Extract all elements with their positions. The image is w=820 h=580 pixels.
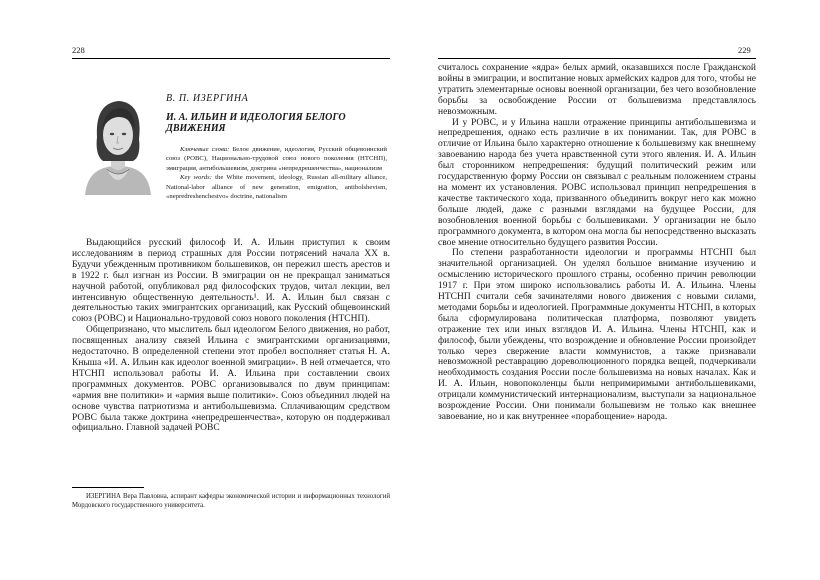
right-page bbox=[410, 0, 820, 580]
footnote bbox=[72, 492, 390, 511]
header-rule bbox=[438, 58, 756, 59]
keywords-text: Белое движение, идеология, Русский общевоинский союз (РОВС), Национально-трудовой союз нового поколения (НТСНП), эмиграция, антибольшевизм, доктрина «непредрешенчества», национализм bbox=[166, 146, 387, 172]
paragraph: Общепризнано, что мыслитель был идеологом Белого движения, но работ, посвященных анализу связей Ильина с эмигрантскими организациями, недостаточно. В определенной степени этот пробел восполняет статья Н. А. Кныша «И. А. Ильин как идеолог военной эмиграции». В ней отмечается, что НТСНП использовал работы И. А. Ильина при составлении своих программных документов. РОВС организовывался по двум принципам: «армия вне политики» и «армия выше политики». Союз объединил людей на основе чувства патриотизма и антибольшевизма. Сплачивающим средством РОВС была также доктрина «непредрешенчества», которую он поддерживал официально. Главной задачей РОВС bbox=[72, 325, 390, 434]
keywords-en-label: Key words: bbox=[180, 174, 212, 182]
footnote-text: ИЗЕРГИНА Вера Павловна, аспирант кафедры экономической истории и информационных технологий Мордовского государственного университета. bbox=[72, 493, 390, 510]
author-photo bbox=[83, 95, 153, 195]
left-body-text bbox=[72, 238, 390, 434]
author-portrait-image bbox=[83, 95, 153, 195]
keywords-ru bbox=[166, 145, 387, 173]
footnote-rule bbox=[72, 487, 144, 488]
paragraph: По степени разработанности идеологии и программы НТСНП был значительной организацией. Он уделял большое внимание изучению и осмыслению исторического прошлого страны, особенно причин революции 1917 г. При этом широко использовались работы И. А. Ильина. Члены НТСНП считали себя зачинателями нового движения с новыми силами, методами борьбы и идеологией. Программные документы НТСНП, в которых была сформулирована политическая платформа, позволяют увидеть отражение тех или иных взглядов И. А. Ильина. Члены НТСНП, как и философ, были убеждены, что возрождение и обновление России произойдет только через свержение власти коммунистов, а также признавали невозможной реставрацию дореволюционного порядка вещей, подчеркивали необходимость создания России после большевизма на новых началах. Как и И. А. Ильин, новопоколенцы были непримиримыми антибольшевиками, отрицали коммунистический интернационализм, выступали за национальное возрождение России. Они понимали большевизм не только как внешнее завоевание, но и как внутреннее «порабощение» народа. bbox=[438, 248, 756, 422]
paragraph: И у РОВС, и у Ильина нашли отражение принципы антибольшевизма и непредрешения, однако есть различие в их понимании. Так, для РОВС в отличие от Ильина было характерно отношение к большевизму как внешнему завоеванию народа без учета нравственной сути этого явления. И. А. Ильин был сторонником непредрешения: будущий политический режим или государственную форму России он связывал с реальным положением страны на момент их установления. РОВС использовал принцип непредрешения в качестве тактического хода, призванного объединить вокруг него как можно больше людей, даже с разными взглядами на будущее России, для возобновления военной борьбы с большевиками. У организации не было программного документа, в котором она могла бы непосредственно высказать свое мнение относительно будущего развития России. bbox=[438, 117, 756, 248]
paragraph: Выдающийся русский философ И. А. Ильин приступил к своим исследованиям в период страшных для России потрясений начала XX в. Будучи убежденным противником большевиков, он пережил шесть арестов и в 1922 г. был изгнан из России. В эмиграции он не прекращал заниматься научной работой, опубликовал ряд философских трудов, читал лекции, вел интенсивную общественную деятельность¹. И. А. Ильин был связан с деятельностью таких эмигрантских организаций, как Русский общевоинский союз (РОВС) и Национально-трудовой союз нового поколения (НТСНП). bbox=[72, 238, 390, 325]
keywords-block bbox=[166, 145, 387, 201]
keywords-en bbox=[166, 173, 387, 201]
author-name: В. П. ИЗЕРГИНА bbox=[166, 93, 249, 104]
paragraph: считалось сохранение «ядра» белых армий, оказавшихся после Гражданской войны в эмиграции, и воспитание новых армейских кадров для того, чтобы не утратить элементарные основы военной организации, без чего возобновление борьбы за освобождение России от большевизма представлялось невозможным. bbox=[438, 63, 756, 117]
keywords-label: Ключевые слова: bbox=[180, 146, 230, 153]
header-rule bbox=[72, 58, 390, 59]
page-number: 229 bbox=[738, 45, 751, 55]
right-body-text bbox=[438, 63, 756, 423]
article-title: И. А. ИЛЬИН И ИДЕОЛОГИЯ БЕЛОГО ДВИЖЕНИЯ bbox=[166, 112, 346, 134]
page-number: 228 bbox=[72, 45, 85, 55]
keywords-en-text: the White movement, ideology, Russian all-military alliance, National-labor alliance of new generation, emigration, antibolshevism, «nepredreshenchestvo» doctrine, nationalism bbox=[166, 174, 388, 201]
